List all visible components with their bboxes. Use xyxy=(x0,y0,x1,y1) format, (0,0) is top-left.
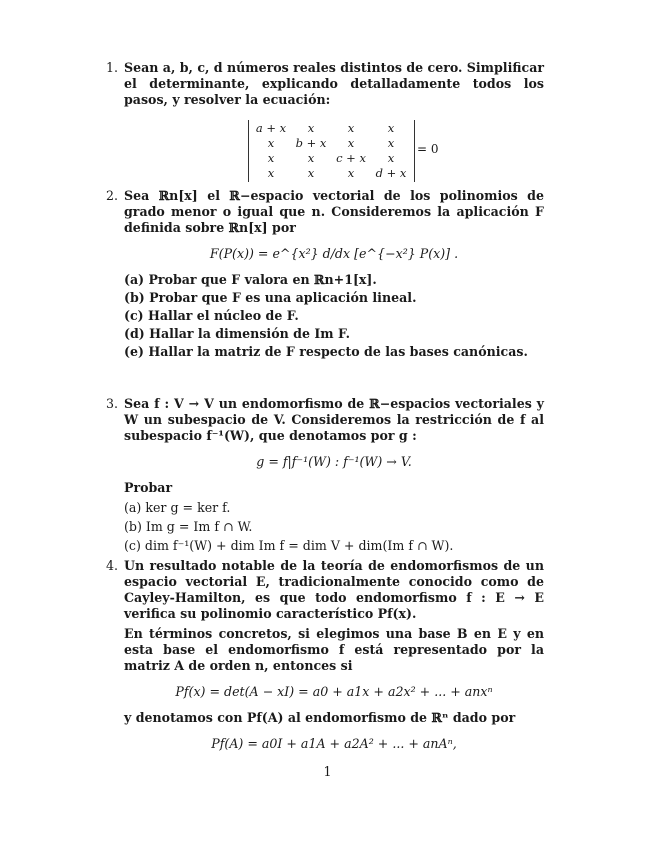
problem-number: 4. xyxy=(106,558,119,573)
list-item: (c) dim f⁻¹(W) + dim Im f = dim V + dim(Im f ∩ W). xyxy=(124,538,454,553)
problem-text-2: En términos concretos, si elegimos una base B en E y en esta base el endomorfismo f está representado por la matriz A de orden n, entonces si xyxy=(124,626,544,673)
problem-4 xyxy=(106,558,544,752)
matrix-cell: x xyxy=(347,136,355,150)
problem-2 xyxy=(106,188,544,362)
prove-label: Probar xyxy=(124,480,173,495)
matrix-cell: x xyxy=(267,166,275,180)
problem-text: Sea f : V → V un endomorfismo de ℝ−espacios vectoriales y W un subespacio de V. Consideremos la restricción de f al subespacio f⁻¹(W), que denotamos por g : xyxy=(124,396,544,443)
matrix-cell: x xyxy=(267,136,275,150)
matrix-cell: c + x xyxy=(336,151,366,165)
page-number: 1 xyxy=(323,764,332,779)
problem-text: Un resultado notable de la teoría de endomorfismos de un espacio vectorial E, tradicionalmente conocido como de Cayley-Hamilton, es que todo endomorfismo f : E → E verifica su polinomio característico Pf(x). xyxy=(124,558,544,621)
matrix-row xyxy=(249,136,414,151)
matrix-cell: x xyxy=(267,151,275,165)
formula: Pf(x) = det(A − xI) = a0 + a1x + a2x² + ... + anxⁿ xyxy=(175,684,493,699)
problem-number: 2. xyxy=(106,188,119,203)
matrix-row xyxy=(249,151,414,166)
matrix-cell: x xyxy=(307,121,315,135)
formula: F(P(x)) = e^{x²} d/dx [e^{−x²} P(x)] . xyxy=(209,246,459,261)
matrix-cell: x xyxy=(387,121,395,135)
equals-zero: = 0 xyxy=(417,142,439,156)
matrix-cell: d + x xyxy=(375,166,407,180)
matrix-cell: x xyxy=(307,151,315,165)
list-item: (c) Hallar el núcleo de F. xyxy=(124,308,299,323)
determinant-matrix xyxy=(248,120,415,182)
list-item: (e) Hallar la matriz de F respecto de las bases canónicas. xyxy=(124,344,528,359)
matrix-cell: a + x xyxy=(255,121,287,135)
problem-3 xyxy=(106,396,544,557)
problem-text-3: y denotamos con Pf(A) al endomorfismo de ℝⁿ dado por xyxy=(124,710,516,725)
matrix-row xyxy=(249,121,414,136)
problem-text: Sea ℝn[x] el ℝ−espacio vectorial de los polinomios de grado menor o igual que n. Consideremos la aplicación F definida sobre ℝn[x] por xyxy=(124,188,544,235)
matrix-cell: x xyxy=(347,166,355,180)
list-item: (a) Probar que F valora en ℝn+1[x]. xyxy=(124,272,377,287)
determinant-equation xyxy=(124,120,544,186)
list-item: (d) Hallar la dimensión de Im F. xyxy=(124,326,351,341)
problem-1 xyxy=(106,60,544,108)
matrix-cell: b + x xyxy=(295,136,327,150)
matrix-row xyxy=(249,166,414,181)
formula: g = f|f⁻¹(W) : f⁻¹(W) → V. xyxy=(256,454,412,469)
problem-text: Sean a, b, c, d números reales distintos de cero. Simplificar el determinante, explicando detalladamente todos los pasos, y resolver la ecuación: xyxy=(124,60,544,107)
formula: Pf(A) = a0I + a1A + a2A² + ... + anAⁿ, xyxy=(211,736,457,751)
list-item: (b) Im g = Im f ∩ W. xyxy=(124,519,253,534)
matrix-cell: x xyxy=(307,166,315,180)
list-item: (b) Probar que F es una aplicación lineal. xyxy=(124,290,417,305)
problem-number: 1. xyxy=(106,60,119,75)
problem-number: 3. xyxy=(106,396,119,411)
matrix-cell: x xyxy=(387,136,395,150)
matrix-cell: x xyxy=(387,151,395,165)
list-item: (a) ker g = ker f. xyxy=(124,500,231,515)
matrix-cell: x xyxy=(347,121,355,135)
